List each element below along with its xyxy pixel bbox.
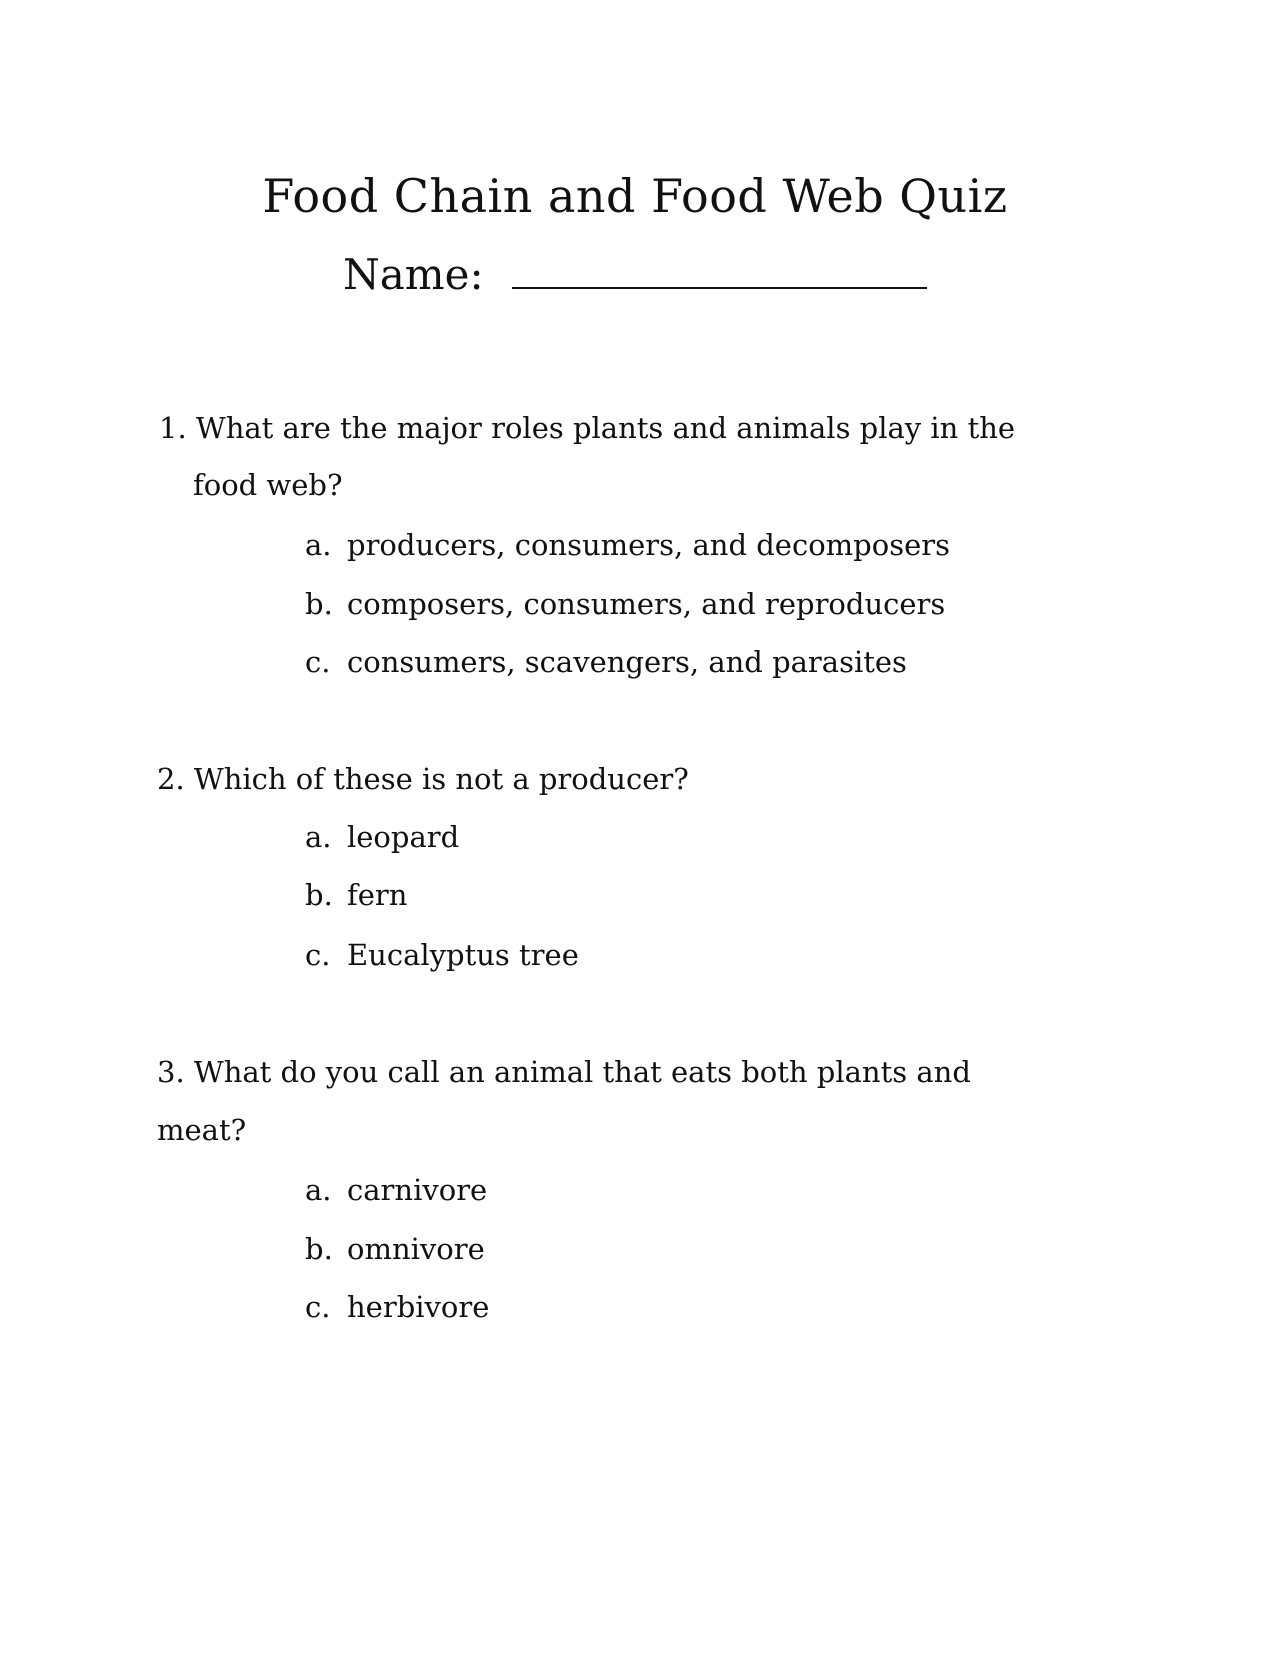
option-letter: a.	[305, 820, 332, 854]
question-number: 3.	[157, 1055, 185, 1089]
name-field	[343, 250, 927, 300]
question-3	[157, 1054, 971, 1090]
question-text-continued: food web?	[193, 468, 343, 502]
question-number: 1.	[159, 411, 187, 445]
question-text-continued: meat?	[157, 1113, 247, 1147]
question-text: What do you call an animal that eats both plants and	[193, 1055, 971, 1089]
name-label: Name:	[343, 250, 484, 299]
option-text: Eucalyptus tree	[347, 938, 579, 972]
option-1c	[305, 644, 907, 680]
option-letter: b.	[305, 878, 333, 912]
option-2b	[305, 877, 407, 913]
option-text: composers, consumers, and reproducers	[347, 587, 946, 621]
option-letter: c.	[305, 938, 331, 972]
option-text: herbivore	[347, 1290, 490, 1324]
option-1a	[305, 527, 950, 563]
option-letter: a.	[305, 1173, 332, 1207]
option-letter: c.	[305, 1290, 331, 1324]
option-3a	[305, 1172, 487, 1208]
option-text: fern	[347, 878, 408, 912]
question-1	[159, 410, 1015, 446]
question-2	[157, 761, 689, 797]
name-blank-line	[512, 259, 927, 289]
option-3b	[305, 1231, 485, 1267]
quiz-title: Food Chain and Food Web Quiz	[262, 169, 1008, 223]
option-text: consumers, scavengers, and parasites	[347, 645, 907, 679]
option-letter: b.	[305, 1232, 333, 1266]
option-letter: b.	[305, 587, 333, 621]
option-2a	[305, 819, 459, 855]
option-letter: c.	[305, 645, 331, 679]
option-2c	[305, 937, 579, 973]
option-text: leopard	[347, 820, 460, 854]
option-1b	[305, 586, 945, 622]
question-number: 2.	[157, 762, 185, 796]
question-text: What are the major roles plants and animals play in the	[195, 411, 1016, 445]
option-3c	[305, 1289, 489, 1325]
option-text: carnivore	[347, 1173, 488, 1207]
question-text: Which of these is not a producer?	[193, 762, 689, 796]
option-text: omnivore	[347, 1232, 485, 1266]
option-letter: a.	[305, 528, 332, 562]
option-text: producers, consumers, and decomposers	[347, 528, 950, 562]
